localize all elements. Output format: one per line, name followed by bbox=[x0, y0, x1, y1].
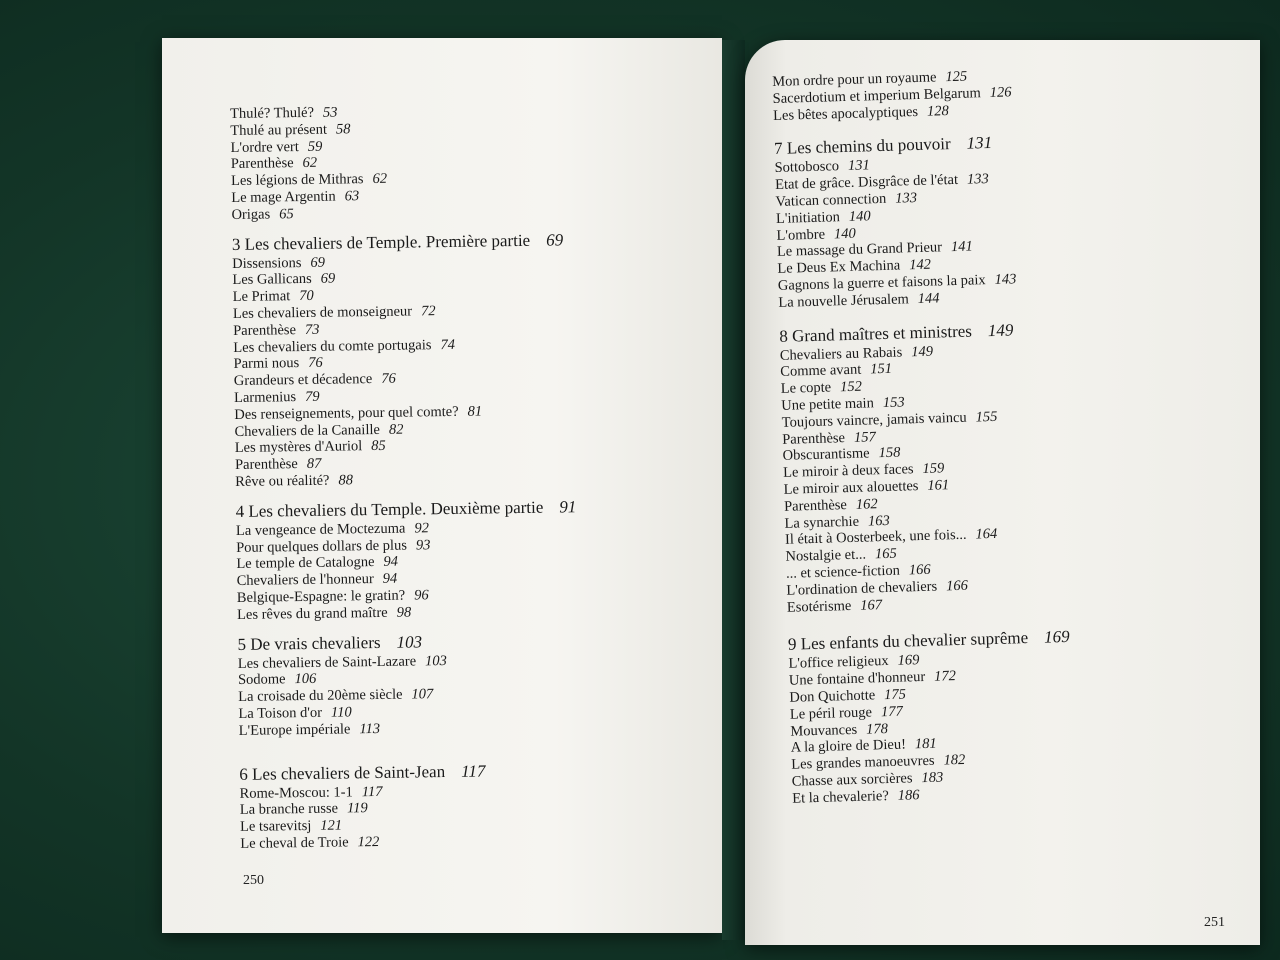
toc-entry-page-number: 74 bbox=[440, 336, 456, 353]
toc-entry-text: Le tsarevitsj bbox=[239, 818, 312, 836]
toc-entry-page-number: 94 bbox=[383, 554, 399, 571]
toc-entry-page-number: 155 bbox=[975, 408, 998, 426]
toc-entry-text: Le Deus Ex Machina bbox=[777, 257, 901, 278]
toc-entry-page-number: 73 bbox=[304, 321, 320, 338]
toc-entry-page-number: 125 bbox=[945, 68, 968, 86]
toc-entry-page-number: 169 bbox=[897, 652, 920, 670]
toc-chapter-page-number: 103 bbox=[396, 631, 423, 652]
toc-entry-text: La croisade du 20ème siècle bbox=[238, 686, 403, 706]
toc-entry-page-number: 162 bbox=[855, 495, 878, 513]
toc-entry-text: Le Primat bbox=[232, 288, 291, 306]
toc-entry-page-number: 76 bbox=[381, 370, 396, 388]
toc-entry-text: Belgique-Espagne: le gratin? bbox=[236, 587, 406, 606]
toc-entry-text: Rome-Moscou: 1-1 bbox=[239, 783, 353, 802]
toc-entry-page-number: 79 bbox=[304, 388, 320, 405]
book-gutter bbox=[722, 40, 745, 940]
toc-entry-page-number: 177 bbox=[880, 703, 903, 720]
toc-entry-page-number: 181 bbox=[914, 735, 937, 753]
toc-entry-text: Le cheval de Troie bbox=[240, 834, 349, 852]
toc-entry-text: Les bêtes apocalyptiques bbox=[772, 103, 919, 124]
toc-entry-page-number: 183 bbox=[921, 769, 944, 786]
toc-entry-page-number: 157 bbox=[853, 428, 876, 446]
toc-chapter-page-number: 91 bbox=[559, 496, 577, 517]
toc-entry-page-number: 140 bbox=[848, 208, 871, 225]
toc-entry-page-number: 103 bbox=[424, 652, 447, 669]
toc-entry-text: Chevaliers au Rabais bbox=[779, 344, 903, 364]
toc-entry-page-number: 93 bbox=[415, 536, 431, 553]
toc-entry-page-number: 72 bbox=[420, 303, 436, 320]
toc-entry-text: Parenthèse bbox=[781, 429, 846, 448]
toc-entry-page-number: 182 bbox=[943, 751, 966, 769]
toc-chapter bbox=[232, 229, 576, 491]
toc-entry-text: L'office religieux bbox=[788, 653, 889, 673]
toc-chapter-page-number: 69 bbox=[545, 229, 564, 250]
toc-chapter bbox=[779, 318, 1069, 617]
toc-entry-text: La branche russe bbox=[239, 800, 339, 819]
toc-chapter-page-number: 131 bbox=[966, 133, 993, 153]
toc-entry-text: Les chevaliers de Saint-Lazare bbox=[237, 652, 417, 672]
toc-entry-page-number: 94 bbox=[382, 570, 398, 588]
toc-entry bbox=[237, 602, 578, 624]
toc-chapter bbox=[772, 66, 1055, 124]
toc-chapter bbox=[774, 130, 1061, 311]
toc-entry-text: Parmi nous bbox=[233, 355, 300, 373]
toc-entry-page-number: 76 bbox=[308, 355, 323, 372]
toc-entry-page-number: 151 bbox=[870, 361, 893, 378]
toc-entry-page-number: 159 bbox=[922, 460, 945, 478]
toc-entry-page-number: 119 bbox=[346, 800, 368, 817]
toc-entry-page-number: 164 bbox=[975, 526, 998, 543]
toc-entry-text: ... et science-fiction bbox=[785, 562, 901, 582]
toc-entry-text: Les grandes manoeuvres bbox=[791, 752, 935, 773]
toc-entry-page-number: 158 bbox=[878, 444, 901, 462]
toc-entry-page-number: 85 bbox=[371, 438, 386, 455]
toc-chapter-title-text: 8 Grand maîtres et ministres bbox=[779, 321, 973, 346]
toc-entry-text: Parenthèse bbox=[233, 321, 297, 339]
toc-entry-page-number: 82 bbox=[388, 421, 404, 438]
toc-entry-text: La Toison d'or bbox=[238, 704, 323, 722]
toc-entry-page-number: 63 bbox=[344, 188, 360, 205]
right-page-number: 251 bbox=[1204, 915, 1225, 930]
toc-entry-text: La synarchie bbox=[784, 513, 860, 532]
toc-entry-page-number: 88 bbox=[338, 472, 354, 489]
toc-chapter bbox=[237, 629, 579, 740]
toc-entry-page-number: 140 bbox=[833, 225, 856, 242]
toc-entry-page-number: 121 bbox=[320, 817, 343, 834]
toc-chapter-title-text: 6 Les chevaliers de Saint-Jean bbox=[239, 761, 446, 784]
toc-entry-text: Une fontaine d'honneur bbox=[788, 669, 926, 689]
toc-entry-page-number: 87 bbox=[306, 455, 322, 473]
toc-entry-text: Parenthèse bbox=[230, 155, 294, 173]
toc-entry-text: Sottobosco bbox=[774, 158, 840, 177]
toc-entry-page-number: 62 bbox=[302, 155, 318, 172]
toc-entry-text: Une petite main bbox=[781, 395, 875, 414]
toc-entry-page-number: 141 bbox=[950, 238, 973, 256]
toc-entry-text: L'Europe impériale bbox=[238, 721, 351, 739]
toc-entry-page-number: 70 bbox=[299, 288, 314, 305]
toc-entry-page-number: 58 bbox=[335, 121, 351, 138]
toc-entry-text: Les Gallicans bbox=[232, 271, 312, 289]
toc-entry-text: A la gloire de Dieu! bbox=[790, 736, 907, 757]
toc-entry-page-number: 166 bbox=[908, 561, 931, 579]
toc-entry-page-number: 133 bbox=[966, 171, 989, 188]
toc-entry-text: Obscurantisme bbox=[782, 445, 870, 465]
toc-chapter-title-text: 5 De vrais chevaliers bbox=[237, 632, 381, 654]
toc-entry-text: Comme avant bbox=[780, 361, 862, 381]
toc-entry-page-number: 62 bbox=[372, 171, 388, 188]
toc-entry-page-number: 128 bbox=[926, 102, 950, 120]
toc-chapter-page-number: 149 bbox=[987, 319, 1014, 340]
toc-entry-page-number: 167 bbox=[860, 596, 883, 614]
toc-entry-text: Chevaliers de l'honneur bbox=[236, 571, 374, 590]
left-toc-column bbox=[230, 101, 581, 852]
toc-chapter-page-number: 169 bbox=[1043, 627, 1070, 647]
toc-entry-text: Le miroir à deux faces bbox=[782, 461, 914, 481]
toc-entry-page-number: 153 bbox=[882, 394, 905, 411]
toc-entry-text: Mouvances bbox=[790, 721, 858, 740]
toc-entry-text: Les rêves du grand maître bbox=[236, 604, 388, 623]
toc-entry-text: Les chevaliers de monseigneur bbox=[232, 303, 413, 322]
toc-entry-text: L'ordination de chevaliers bbox=[786, 578, 938, 599]
toc-entry-text: Sodome bbox=[237, 671, 286, 689]
toc-entry-page-number: 117 bbox=[361, 783, 383, 800]
toc-entry-text: Des renseignements, pour quel comte? bbox=[234, 403, 459, 423]
toc-chapter-page-number: 117 bbox=[460, 761, 486, 781]
toc-entry-text: L'ombre bbox=[776, 226, 826, 244]
toc-entry-page-number: 144 bbox=[917, 290, 940, 307]
toc-entry-page-number: 149 bbox=[911, 343, 934, 360]
toc-entry-page-number: 81 bbox=[467, 403, 483, 420]
toc-entry-text: Vatican connection bbox=[775, 190, 887, 210]
toc-chapter-title-text: 3 Les chevaliers de Temple. Première partie bbox=[231, 230, 531, 254]
toc-entry bbox=[235, 469, 576, 491]
toc-entry bbox=[239, 718, 580, 740]
toc-chapter-title-text: 9 Les enfants du chevalier suprême bbox=[787, 628, 1029, 655]
toc-entry-text: Thulé? Thulé? bbox=[230, 104, 315, 122]
toc-entry-page-number: 53 bbox=[322, 104, 338, 121]
toc-entry-text: Le mage Argentin bbox=[231, 188, 336, 206]
right-toc-column bbox=[772, 66, 1074, 807]
toc-entry-text: Le massage du Grand Prieur bbox=[776, 239, 943, 261]
toc-entry-page-number: 69 bbox=[310, 254, 326, 271]
toc-chapter bbox=[788, 626, 1075, 807]
toc-entry-page-number: 163 bbox=[867, 512, 890, 530]
toc-entry-page-number: 106 bbox=[294, 671, 317, 688]
toc-entry-text: Et la chevalerie? bbox=[792, 787, 890, 807]
toc-entry-page-number: 186 bbox=[897, 786, 920, 804]
toc-entry-text: Esotérisme bbox=[786, 597, 852, 616]
toc-entry-text: Le miroir aux alouettes bbox=[783, 478, 919, 498]
toc-entry-text: Chevaliers de la Canaille bbox=[234, 421, 381, 440]
toc-entry-page-number: 113 bbox=[359, 720, 381, 737]
toc-entry-page-number: 143 bbox=[994, 271, 1017, 288]
toc-entry-text: La nouvelle Jérusalem bbox=[778, 291, 910, 311]
toc-entry-page-number: 110 bbox=[330, 704, 352, 721]
toc-entry-text: Le temple de Catalogne bbox=[236, 554, 375, 573]
toc-entry-page-number: 59 bbox=[307, 138, 323, 155]
toc-entry-page-number: 175 bbox=[883, 686, 907, 704]
toc-entry-text: Les légions de Mithras bbox=[230, 171, 364, 190]
toc-entry-text: L'initiation bbox=[775, 208, 841, 227]
toc-entry-page-number: 96 bbox=[414, 587, 429, 604]
toc-entry-page-number: 126 bbox=[989, 84, 1012, 101]
toc-chapter-title-text: 4 Les chevaliers du Temple. Deuxième partie bbox=[235, 497, 544, 521]
toc-entry-text: Rêve ou réalité? bbox=[235, 472, 330, 490]
toc-entry-text: Parenthèse bbox=[234, 456, 298, 474]
toc-entry-text: Le copte bbox=[780, 379, 832, 398]
toc-entry-text: Les chevaliers du comte portugais bbox=[233, 336, 432, 356]
toc-entry-page-number: 152 bbox=[839, 378, 863, 396]
toc-entry-text: Sacerdotium et imperium Belgarum bbox=[772, 84, 982, 107]
toc-entry-text: Nostalgie et... bbox=[785, 546, 867, 565]
toc-entry-page-number: 172 bbox=[933, 668, 957, 685]
toc-entry-text: Don Quichotte bbox=[789, 687, 876, 706]
toc-entry-page-number: 131 bbox=[847, 157, 871, 175]
toc-entry-page-number: 142 bbox=[908, 256, 932, 274]
toc-entry-text: Mon ordre pour un royaume bbox=[772, 69, 937, 90]
toc-entry-text: Le péril rouge bbox=[789, 704, 873, 723]
toc-entry-text: Grandeurs et décadence bbox=[233, 371, 373, 390]
toc-entry-page-number: 69 bbox=[320, 270, 336, 288]
show-through-text bbox=[1035, 57, 1264, 624]
toc-chapter bbox=[230, 101, 572, 223]
toc-entry-page-number: 92 bbox=[414, 519, 430, 537]
toc-entry-text: L'ordre vert bbox=[230, 138, 299, 156]
left-page-number: 250 bbox=[243, 873, 264, 888]
toc-entry-text: Chasse aux sorcières bbox=[791, 770, 913, 790]
toc-entry-text: Toujours vaincre, jamais vaincu bbox=[781, 409, 967, 431]
toc-entry-page-number: 166 bbox=[945, 577, 969, 595]
toc-entry-text: Les mystères d'Auriol bbox=[234, 438, 363, 457]
toc-entry-text: Origas bbox=[231, 206, 271, 223]
toc-entry-text: Pour quelques dollars de plus bbox=[236, 537, 408, 556]
toc-entry-text: Thulé au présent bbox=[230, 121, 328, 139]
toc-entry-text: Etat de grâce. Disgrâce de l'état bbox=[774, 172, 959, 194]
toc-entry-text: Gagnons la guerre et faisons la paix bbox=[777, 272, 986, 294]
toc-chapter-title-text: 7 Les chemins du pouvoir bbox=[773, 134, 951, 159]
toc-entry-text: La vengeance de Moctezuma bbox=[235, 520, 406, 539]
toc-entry-page-number: 107 bbox=[411, 686, 434, 703]
toc-chapter bbox=[239, 759, 581, 853]
toc-entry-text: Il était à Oosterbeek, une fois... bbox=[784, 527, 967, 549]
toc-entry-page-number: 178 bbox=[865, 720, 889, 738]
toc-entry-page-number: 122 bbox=[357, 833, 380, 851]
toc-entry-text: Parenthèse bbox=[783, 496, 848, 515]
toc-entry-page-number: 161 bbox=[927, 477, 950, 494]
toc-entry-page-number: 133 bbox=[895, 189, 918, 207]
toc-chapter bbox=[236, 496, 578, 624]
toc-entry-page-number: 65 bbox=[279, 205, 294, 223]
toc-entry-text: Dissensions bbox=[232, 254, 302, 272]
toc-entry-page-number: 165 bbox=[874, 545, 897, 563]
toc-entry-page-number: 98 bbox=[396, 604, 412, 621]
toc-entry-text: Larmenius bbox=[233, 389, 297, 406]
